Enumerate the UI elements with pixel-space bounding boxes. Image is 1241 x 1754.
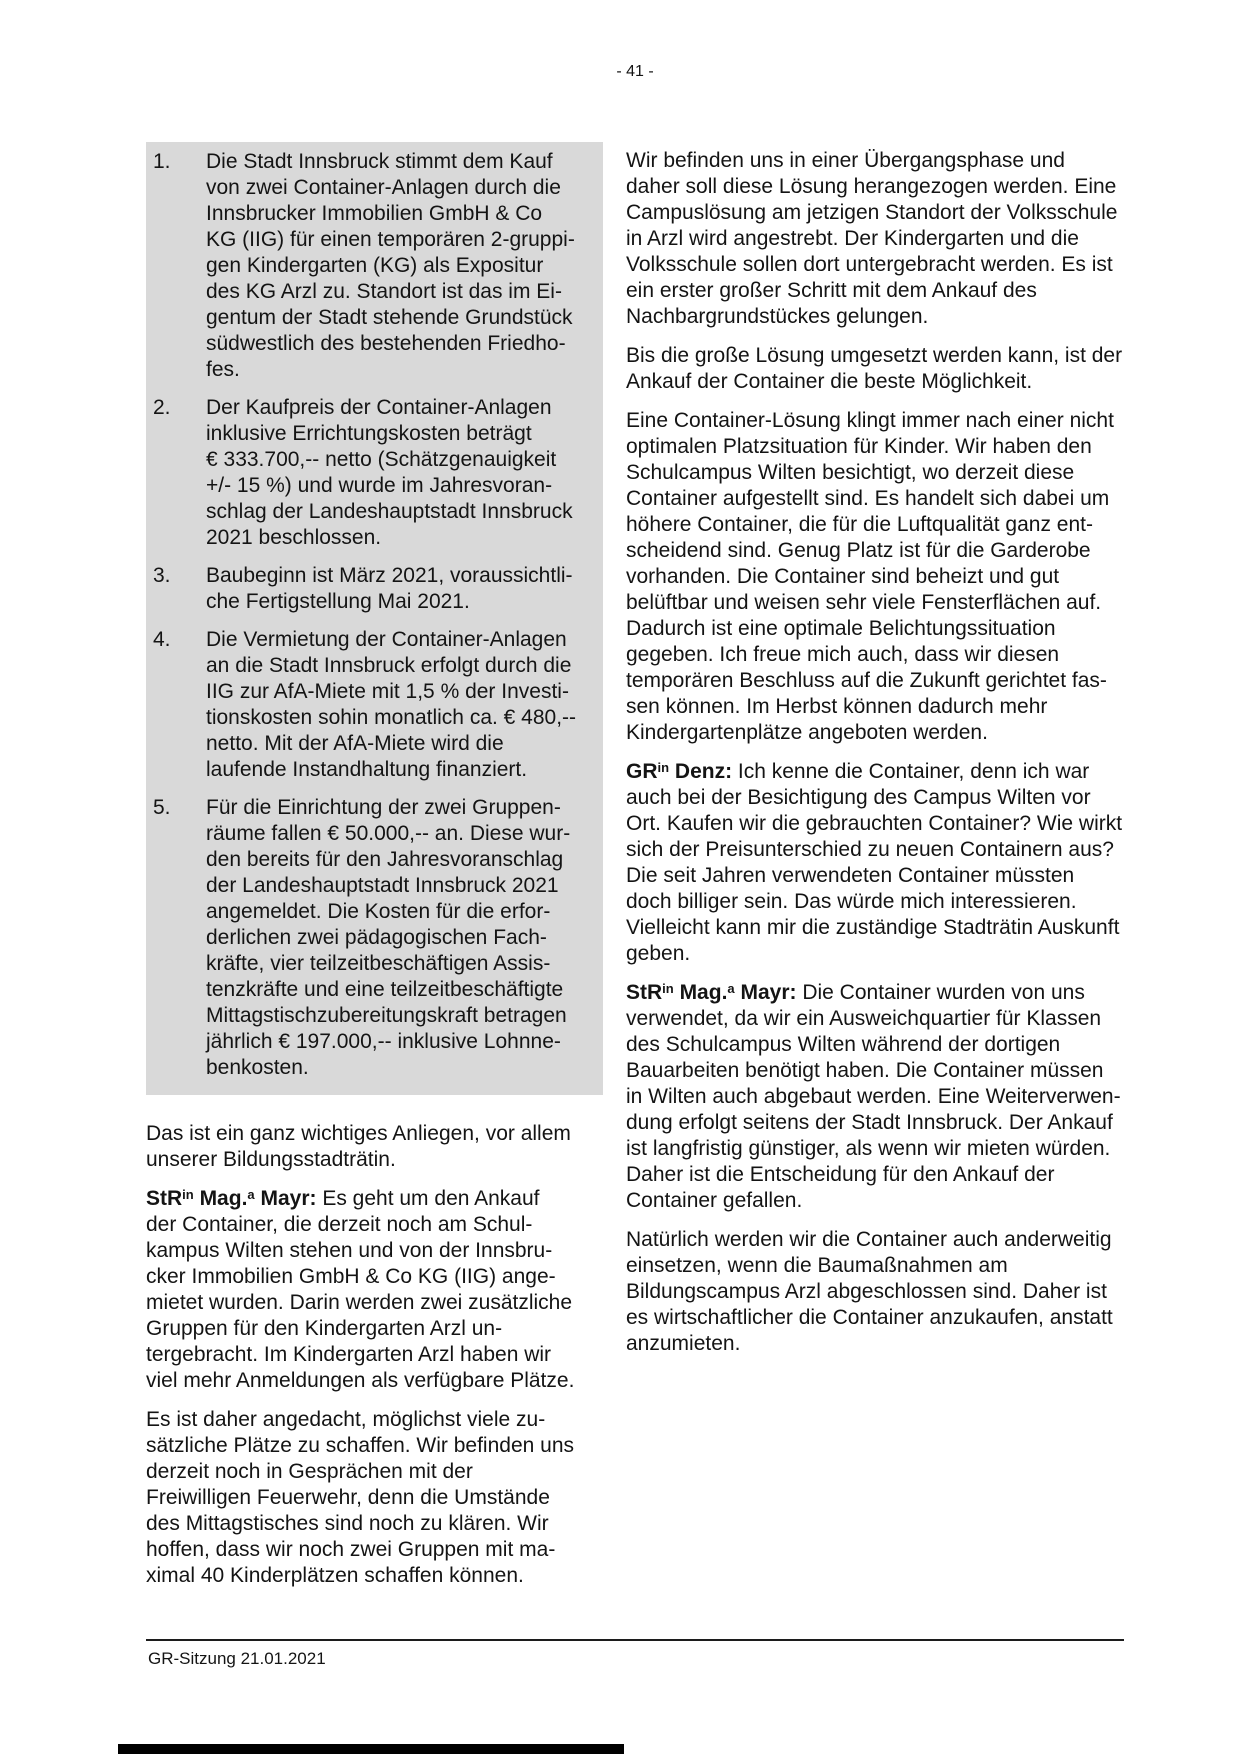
paragraph: Bis die große Lösung umgesetzt werden kann, ist der Ankauf der Container die beste Möglichkeit.	[626, 344, 1123, 393]
speaker-text-part: Mag.	[673, 981, 728, 1004]
speaker-text-part: StR	[626, 981, 663, 1004]
speaker-superscript: in	[182, 1187, 194, 1202]
speaker-name	[626, 760, 732, 783]
speaker-superscript: a	[247, 1187, 255, 1202]
right-column	[626, 142, 1124, 1589]
speech-text: Ich kenne die Container, denn ich war auch bei der Besichtigung des Campus Wilten vor Ort. Kaufen wir die gebrauchten Container? Wie wirkt sich der Preisunterschied zu neuen Containern aus? Die seit Jahren verwendeten Container müssten doch billiger sein. Das würde mich interessieren. Vielleicht kann mir die zuständige Stadträtin Auskunft geben.	[626, 760, 1123, 965]
resolution-item-5	[153, 795, 577, 1081]
item-number: 2.	[153, 396, 171, 419]
speaker-superscript: a	[727, 981, 735, 996]
paragraph: Eine Container-Lösung klingt immer nach einer nicht optimalen Platzsituation für Kinder. Wir haben den Schulcampus Wilten besichtigt, wo derzeit diese Container aufgestellt sind. Es handelt sich dabei um höhere Container, die für die Luftqualität ganz entscheidend sind. Genug Platz ist für die Garderobe vorhanden. Die Container sind beheizt und gut belüftbar und weisen sehr viele Fensterflächen auf. Dadurch ist eine optimale Belichtungssituation gegeben. Ich freue mich auch, dass wir diesen temporären Beschluss auf die Zukunft gerichtet fassen können. Im Herbst können dadurch mehr Kindergartenplätze angeboten werden.	[626, 409, 1114, 744]
resolution-item-3	[153, 563, 577, 615]
page-content	[146, 142, 1124, 1589]
item-text: Die Vermietung der Container-Anlagen an die Stadt Innsbruck erfolgt durch die IIG zur AfA-Miete mit 1,5 % der Investitionskosten sohin monatlich ca. € 480,-- netto. Mit der AfA-Miete wird die laufende Instandhaltung finanziert.	[206, 628, 577, 781]
item-number: 3.	[153, 564, 171, 587]
speaker-superscript: in	[657, 760, 670, 775]
resolution-item-2	[153, 395, 577, 551]
speech-paragraph-mayr-1	[146, 1186, 603, 1394]
speaker-text-part: GR	[626, 760, 658, 783]
paragraph: Wir befinden uns in einer Übergangsphase und daher soll diese Lösung herangezogen werden. Eine Campuslösung am jetzigen Standort der Volksschule in Arzl wird angestrebt. Der Kindergarten und die Volksschule sollen dort untergebracht werden. Es ist ein erster großer Schritt mit dem Ankauf des Nachbargrundstückes gelungen.	[626, 149, 1118, 328]
item-text: Für die Einrichtung der zwei Gruppenräume fallen € 50.000,-- an. Diese wurden bereits für den Jahresvoranschlag der Landeshauptstadt Innsbruck 2021 angemeldet. Die Kosten für die erforderlichen zwei pädagogischen Fachkräfte, vier teilzeitbeschäftigen Assistenzkräfte und eine teilzeitbeschäftigte Mittagstischzubereitungskraft betragen jährlich € 197.000,-- inklusive Lohnnebenkosten.	[206, 796, 571, 1079]
item-text: Die Stadt Innsbruck stimmt dem Kauf von zwei Container-Anlagen durch die Innsbrucker Immobilien GmbH & Co KG (IIG) für einen temporären 2-gruppigen Kindergarten (KG) als Expositur des KG Arzl zu. Standort ist das im Eigentum der Stadt stehende Grundstück südwestlich des bestehenden Friedhofes.	[206, 150, 575, 381]
speaker-text-part: Mag.	[193, 1187, 248, 1210]
page-number: - 41 -	[616, 63, 654, 80]
paragraph: Natürlich werden wir die Container auch anderweitig einsetzen, wenn die Baumaßnahmen am Bildungscampus Arzl abgeschlossen sind. Daher ist es wirtschaftlicher die Container anzukaufen, anstatt anzumieten.	[626, 1228, 1113, 1355]
speaker-text-part: StR	[146, 1187, 183, 1210]
item-number: 1.	[153, 150, 171, 173]
scan-artifact-bar	[118, 1744, 624, 1754]
resolution-item-1	[153, 149, 577, 383]
item-number: 5.	[153, 796, 171, 819]
speaker-text-part: Denz:	[669, 760, 733, 783]
speaker-superscript: in	[662, 981, 674, 996]
item-number: 4.	[153, 628, 171, 651]
speaker-text-part: Mayr:	[254, 1187, 317, 1210]
item-text: Der Kaufpreis der Container-Anlagen inklusive Errichtungskosten beträgt € 333.700,-- netto (Schätzgenauigkeit +/- 15 %) und wurde im Jahresvoranschlag der Landeshauptstadt Innsbruck 2021 beschlossen.	[206, 396, 573, 549]
resolution-highlight-box	[146, 142, 603, 1095]
resolution-item-4	[153, 627, 577, 783]
speaker-name	[146, 1187, 317, 1210]
paragraph: Es ist daher angedacht, möglichst viele zusätzliche Plätze zu schaffen. Wir befinden uns derzeit noch in Gesprächen mit der Freiwilligen Feuerwehr, denn die Umstände des Mittagstisches sind noch zu klären. Wir hoffen, dass wir noch zwei Gruppen mit maximal 40 Kinderplätzen schaffen können.	[146, 1408, 575, 1587]
speaker-text-part: Mayr:	[734, 981, 797, 1004]
paragraph: Das ist ein ganz wichtiges Anliegen, vor allem unserer Bildungsstadträtin.	[146, 1122, 571, 1171]
item-text: Baubeginn ist März 2021, voraussichtliche Fertigstellung Mai 2021.	[206, 564, 573, 613]
speaker-name	[626, 981, 797, 1004]
speech-paragraph-mayr-2	[626, 980, 1124, 1214]
left-column	[146, 142, 603, 1589]
speech-paragraph-denz	[626, 759, 1124, 967]
footer-session-label: GR-Sitzung 21.01.2021	[148, 1649, 326, 1668]
footer-divider	[146, 1639, 1124, 1641]
speech-text: Die Container wurden von uns verwendet, da wir ein Ausweichquartier für Klassen des Schulcampus Wilten während der dortigen Bauarbeiten benötigt haben. Die Container müssen in Wilten auch abgebaut werden. Eine Weiterverwendung erfolgt seitens der Stadt Innsbruck. Der Ankauf ist langfristig günstiger, als wenn wir mieten würden. Daher ist die Entscheidung für den Ankauf der Container gefallen.	[626, 981, 1121, 1212]
speech-text: Es geht um den Ankauf der Container, die derzeit noch am Schulkampus Wilten stehen und von der Innsbrucker Immobilien GmbH & Co KG (IIG) angemietet wurden. Darin werden zwei zusätzliche Gruppen für den Kindergarten Arzl untergebracht. Im Kindergarten Arzl haben wir viel mehr Anmeldungen als verfügbare Plätze.	[146, 1187, 575, 1392]
